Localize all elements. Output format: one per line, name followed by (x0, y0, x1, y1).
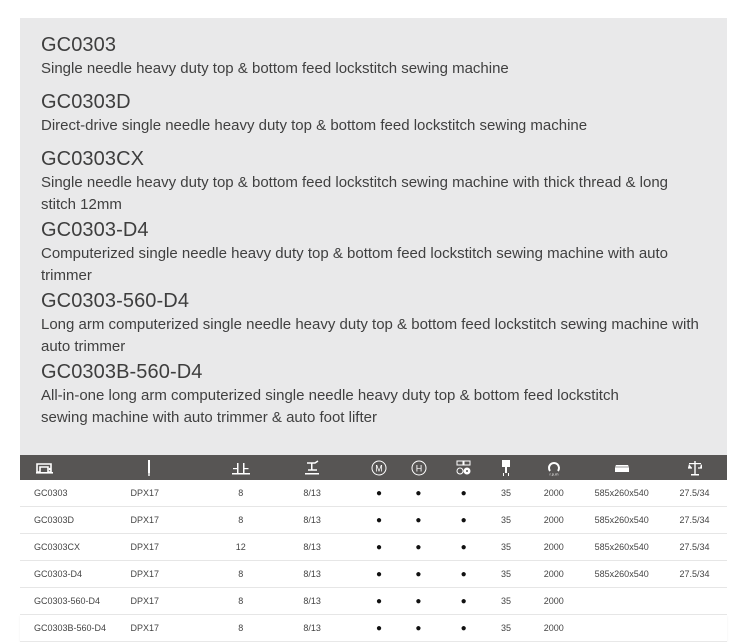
m-cell: ● (376, 541, 383, 553)
model-description: All-in-one long arm computerized single needle heavy duty top & bottom feed lockstitch sewing machine with auto trimmer & auto foot lifter (41, 387, 619, 426)
weight-cell: 27.5/34 (679, 542, 710, 552)
weight-cell: 27.5/34 (679, 515, 710, 525)
speed-cell: 2000 (543, 596, 564, 606)
size-cell: 585x260x540 (594, 542, 649, 552)
h-cell: ● (415, 595, 422, 607)
table-row (20, 507, 727, 534)
speed-cell: 2000 (543, 488, 564, 498)
h-circle-icon (395, 455, 441, 480)
h-cell: ● (415, 568, 422, 580)
stitch-cell: 8 (238, 515, 244, 525)
stitch-length-icon (220, 455, 261, 480)
speed-cell: 2000 (543, 515, 564, 525)
trim-cell: ● (460, 595, 467, 607)
needle-cell: DPX17 (130, 515, 160, 525)
table-row (20, 615, 727, 642)
model-cell: GC0303 (34, 488, 68, 498)
svg-text:H: H (415, 463, 422, 473)
model-cell: GC0303CX (34, 542, 81, 552)
m-cell: ● (376, 595, 383, 607)
model-cell: GC0303-D4 (34, 569, 83, 579)
needle-icon (127, 455, 221, 480)
trimmer-motor-icon (442, 455, 486, 480)
stroke-cell: 35 (501, 569, 512, 579)
lift-cell: 8/13 (303, 542, 321, 552)
model-name: GC0303B-560-D4 (41, 361, 203, 383)
model-name: GC0303-560-D4 (41, 290, 190, 312)
model-entry (41, 217, 721, 287)
h-cell: ● (415, 487, 422, 499)
model-cell: GC0303B-560-D4 (34, 623, 107, 633)
model-entry (41, 32, 721, 80)
spec-table-header (20, 455, 727, 480)
needle-bar-stroke-icon (486, 455, 526, 480)
stroke-cell: 35 (501, 596, 512, 606)
model-description: Direct-drive single needle heavy duty top & bottom feed lockstitch sewing machine (41, 117, 588, 134)
m-cell: ● (376, 514, 383, 526)
trim-cell: ● (460, 541, 467, 553)
speed-rpm-icon (526, 455, 581, 480)
h-cell: ● (415, 622, 422, 634)
h-cell: ● (415, 514, 422, 526)
lift-cell: 8/13 (303, 515, 321, 525)
needle-cell: DPX17 (130, 542, 160, 552)
stroke-cell: 35 (501, 623, 512, 633)
speed-cell: 2000 (543, 542, 564, 552)
size-cell: 585x260x540 (594, 569, 649, 579)
presser-foot-lift-icon (262, 455, 363, 480)
table-row (20, 588, 727, 615)
lift-cell: 8/13 (303, 488, 321, 498)
stroke-cell: 35 (501, 515, 512, 525)
needle-cell: DPX17 (130, 596, 160, 606)
stroke-cell: 35 (501, 488, 512, 498)
model-name: GC0303D (41, 91, 131, 113)
lift-cell: 8/13 (303, 596, 321, 606)
svg-text:r.p.m: r.p.m (549, 471, 559, 476)
model-description: Computerized single needle heavy duty top & bottom feed lockstitch sewing machine with auto trimmer (41, 245, 669, 284)
model-name: GC0303-D4 (41, 219, 149, 241)
speed-cell: 2000 (543, 569, 564, 579)
model-entry (41, 89, 721, 137)
weight-cell: 27.5/34 (679, 569, 710, 579)
table-row (20, 534, 727, 561)
svg-text:M: M (375, 463, 383, 473)
spec-table (20, 455, 727, 642)
trim-cell: ● (460, 514, 467, 526)
m-cell: ● (376, 568, 383, 580)
table-row (20, 561, 727, 588)
model-description-panel (20, 18, 727, 455)
model-description: Single needle heavy duty top & bottom feed lockstitch sewing machine (41, 60, 509, 77)
model-entry (41, 288, 721, 358)
needle-cell: DPX17 (130, 569, 160, 579)
model-cell: GC0303D (34, 515, 75, 525)
table-row (20, 480, 727, 507)
trim-cell: ● (460, 568, 467, 580)
m-cell: ● (376, 622, 383, 634)
trim-cell: ● (460, 622, 467, 634)
model-description: Long arm computerized single needle heavy duty top & bottom feed lockstitch sewing machine with auto trimmer (41, 316, 699, 355)
model-entry (41, 146, 721, 216)
model-name: GC0303CX (41, 148, 145, 170)
size-cell: 585x260x540 (594, 488, 649, 498)
trim-cell: ● (460, 487, 467, 499)
needle-cell: DPX17 (130, 488, 160, 498)
sewing-machine-icon (20, 455, 127, 480)
model-entry (41, 359, 721, 429)
lift-cell: 8/13 (303, 569, 321, 579)
stitch-cell: 8 (238, 488, 244, 498)
stitch-cell: 8 (238, 596, 244, 606)
stitch-cell: 12 (235, 542, 246, 552)
m-circle-icon (363, 455, 395, 480)
package-size-icon (581, 455, 662, 480)
h-cell: ● (415, 541, 422, 553)
model-cell: GC0303-560-D4 (34, 596, 101, 606)
lift-cell: 8/13 (303, 623, 321, 633)
weight-scale-icon (662, 455, 727, 480)
weight-cell: 27.5/34 (679, 488, 710, 498)
needle-cell: DPX17 (130, 623, 160, 633)
stitch-cell: 8 (238, 623, 244, 633)
stroke-cell: 35 (501, 542, 512, 552)
stitch-cell: 8 (238, 569, 244, 579)
model-name: GC0303 (41, 34, 117, 56)
m-cell: ● (376, 487, 383, 499)
speed-cell: 2000 (543, 623, 564, 633)
model-description: Single needle heavy duty top & bottom feed lockstitch sewing machine with thick thread & long stitch 12mm (41, 174, 669, 213)
model-list (41, 32, 721, 429)
size-cell: 585x260x540 (594, 515, 649, 525)
